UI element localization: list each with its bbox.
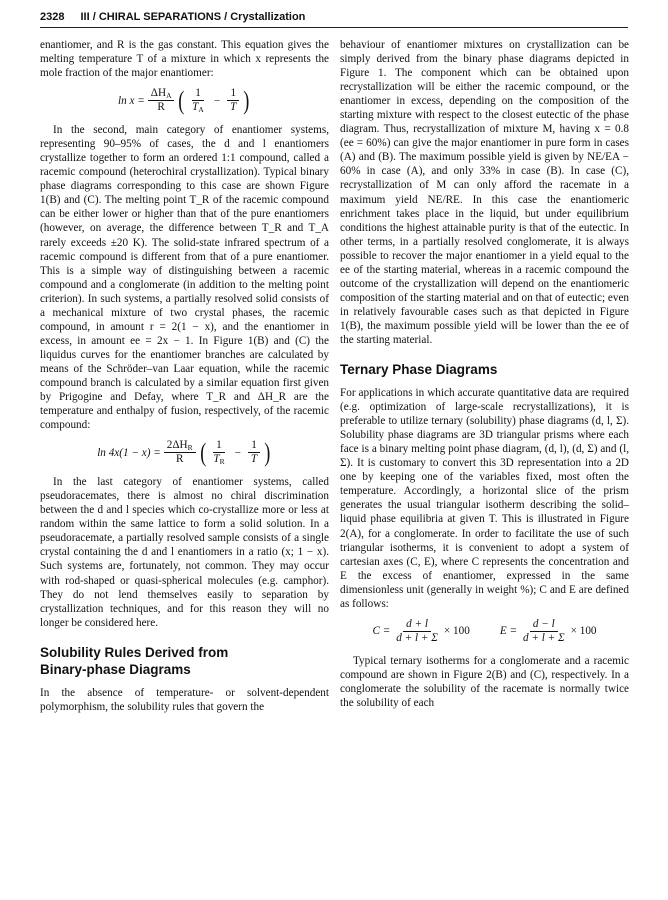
eq3-e-times: × 100 xyxy=(570,625,597,638)
section-title-line-2: Binary-phase Diagrams xyxy=(40,661,191,677)
eq3-c-lhs: C = xyxy=(372,625,391,638)
section-title-line-1: Solubility Rules Derived from xyxy=(40,644,229,660)
right-paragraph-3: Typical ternary isotherms for a conglomerate and a racemic compound are shown in Figure 2(B) and (C), respectively. In a conglomerate the solubility of the racemate is normally twice the solubility of each xyxy=(340,654,629,709)
equation-schroder-van-laar: ln x = $\frac{\Delta H_A}{R}$ ( $\frac{1}{T_A}$ − $\frac{1}{T}$ ) xyxy=(117,85,250,115)
running-title: III / CHIRAL SEPARATIONS / Crystallization xyxy=(80,11,306,23)
right-column xyxy=(340,38,629,710)
equation-c-e-definitions xyxy=(340,618,629,645)
eq1-t2-num: 1 xyxy=(227,87,239,101)
section-title-solubility-rules xyxy=(40,644,329,678)
eq1-frac-den: R xyxy=(157,101,165,114)
eq2-frac-num: 2ΔH xyxy=(166,439,188,452)
eq2-t1-num: 1 xyxy=(213,439,225,453)
right-paragraph-2: For applications in which accurate quantitative data are required (e.g. optimization of large-scale recrystallizations), it is preferable to utilize ternary (solubility) phase diagrams (d, l, Σ). Solubility phase diagrams are 3D triangular prisms where each face is a binary melting point phase diagram, (d, l), (d, Σ) and (l, Σ). It is customary to convert this 3D representation into a 2D one by keeping one of the variables fixed, most often the temperature. Accordingly, a horizontal slice of the prism generates the usual triangular isotherm describing the solid–liquid phase equilibria at given T. This is illustrated in Figure 2(A), for a conglomerate. In order to facilitate the use of such triangular isotherms, it is convenient to adopt a system of cartesian axes (C, E), where C represents the concentration and E the excess of enantiomer, expressed in the same dimensionless unit (generally in weight %); C and E are defined as follows: xyxy=(340,387,629,610)
eq2-lhs: ln 4x(1 − x) = xyxy=(97,446,161,459)
eq1-t1-num: 1 xyxy=(192,87,204,101)
eq1-inverse-t xyxy=(227,87,239,114)
left-column xyxy=(40,38,329,714)
left-paragraph-3: In the last category of enantiomer systems, called pseudoracemates, there is almost no chiral discrimination between the d and l species which co-crystallize more or less at random within the same lattice to form a solid solution. In a pseudoracemate, a partially resolved sample consists of a single crystal containing the d and l enantiomers in a ratio (x; 1 − x). Such systems are, fortunately, not common. They may occur with rod-shaped or quasi-spherical molecules (e.g. camphor). They do not lend themselves easily to separation by crystallization techniques, and for this reason they will no longer be considered here. xyxy=(40,476,329,629)
eq1-t1-den: T xyxy=(192,101,199,114)
eq2-t1-den: T xyxy=(213,453,220,466)
eq2-frac-num-sub: R xyxy=(187,443,193,453)
eq2-frac-den: R xyxy=(175,453,184,466)
eq3-e-fraction xyxy=(520,618,568,645)
header-rule xyxy=(40,27,628,28)
eq1-t1-den-sub: A xyxy=(198,105,204,115)
eq1-inverse-ta xyxy=(189,87,207,114)
eq2-t1-den-sub: R xyxy=(219,457,225,467)
eq3-c-den: d + l + Σ xyxy=(396,631,438,644)
eq2-inverse-t xyxy=(248,439,260,466)
right-paragraph-1: behaviour of enantiomer mixtures on crystallization can be simply derived from the binary phase diagrams depicted in Figure 1. The component which can be obtained upon recrystallization will be either the racemic compound, or the enantiomer in excess, depending on the composition of the starting mixture with respect to the closest eutectic of the phase diagram. Thus, recrystallization of mixture M, having x = 0.8 (ee = 60%) can give the major enantiomer in pure form in cases (A) and (B). The maximum possible yield is given by NE/EA − 60% in case (A), and only 33% in case (B). In case (C), recrystallization of M can only afford the racemate in a maximum yield NE/RE. In this case the enantiomeric enrichment takes place in the liquid, but under equilibrium conditions the highest attainable purity is that of the eutectic. In other terms, in a partially resolved conglomerate, it is always possible to recover the major enantiomer in a yield equal to the ee of the starting material, whereas in a racemic compound the outcome of the crystallization will depend on the enantiomeric composition of the starting material and on that of eutectic; even in relatively favourable cases such as that depicted in Figure 1(B), the maximum possible yield will be lower than the ee of the starting material. xyxy=(340,39,629,346)
eq2-inverse-tr xyxy=(210,439,227,466)
equation-prigogine-defay: ln 4x(1 − x) = $\frac{2\Delta H_R}{R}$ ( $\frac{1}{T_R}$ − $\frac{1}{T}$ ) xyxy=(97,437,271,467)
eq3-e-lhs: E = xyxy=(499,625,517,638)
left-paragraph-1: enantiomer, and R is the gas constant. This equation gives the melting temperature T of a mixture in which x represents the mole fraction of the major enantiomer: xyxy=(40,39,329,80)
eq3-c-num: d + l xyxy=(403,618,431,632)
eq2-enthalpy-fraction xyxy=(164,439,196,466)
eq3-e-num: d − l xyxy=(530,618,558,632)
eq1-lhs: ln x = xyxy=(117,94,145,107)
eq1-enthalpy-fraction xyxy=(148,87,175,114)
eq1-frac-num: ΔH xyxy=(150,87,167,100)
left-paragraph-2: In the second, main category of enantiomer systems, representing 90–95% of cases, the d and l enantiomers crystallize together to form an ordered 1:1 compound, called a racemic compound (heterochiral crystallization). Typical binary phase diagrams corresponding to this case are shown Figure 1(B) and (C). The melting point T_R of the racemic compound can be either lower or higher than that of the pure enantiomers (however, on average, the difference between T_R and T_A rarely exceeds ±20 K). The solid-state infrared spectrum of a racemic compound is different from that of a pure enantiomer. This is a simple way of distinguishing between a racemic compound and a conglomerate (in addition to the melting point criterion). In such systems, a partially resolved solid consists of a mechanical mixture of two crystal phases, the racemic compound, in amount r = 2(1 − x), and the enantiomer in excess, in amount ee = 2x − 1. In Figure 1(B) and (C) the liquidus curves for the enantiomer branches are calculated by means of the Schröder–van Laar equation, while the racemic compound branch is calculated by a similar equation first given by Prigogine and Defay, where T_R and ΔH_R are the temperature and enthalpy of fusion, respectively, of the racemic compound: xyxy=(40,124,329,432)
eq1-t2-den: T xyxy=(230,101,237,114)
eq3-c-fraction xyxy=(393,618,441,645)
left-paragraph-4: In the absence of temperature- or solvent-dependent polymorphism, the solubility rules that govern the xyxy=(40,686,329,713)
eq3-e-den: d + l + Σ xyxy=(523,631,565,644)
eq1-frac-num-sub: A xyxy=(166,91,172,101)
eq2-t2-den: T xyxy=(250,453,258,466)
page-number: 2328 xyxy=(40,11,65,23)
eq3-c-times: × 100 xyxy=(443,625,470,638)
section-title-ternary: Ternary Phase Diagrams xyxy=(340,362,498,378)
eq2-t2-num: 1 xyxy=(248,439,260,453)
running-header xyxy=(40,11,628,23)
